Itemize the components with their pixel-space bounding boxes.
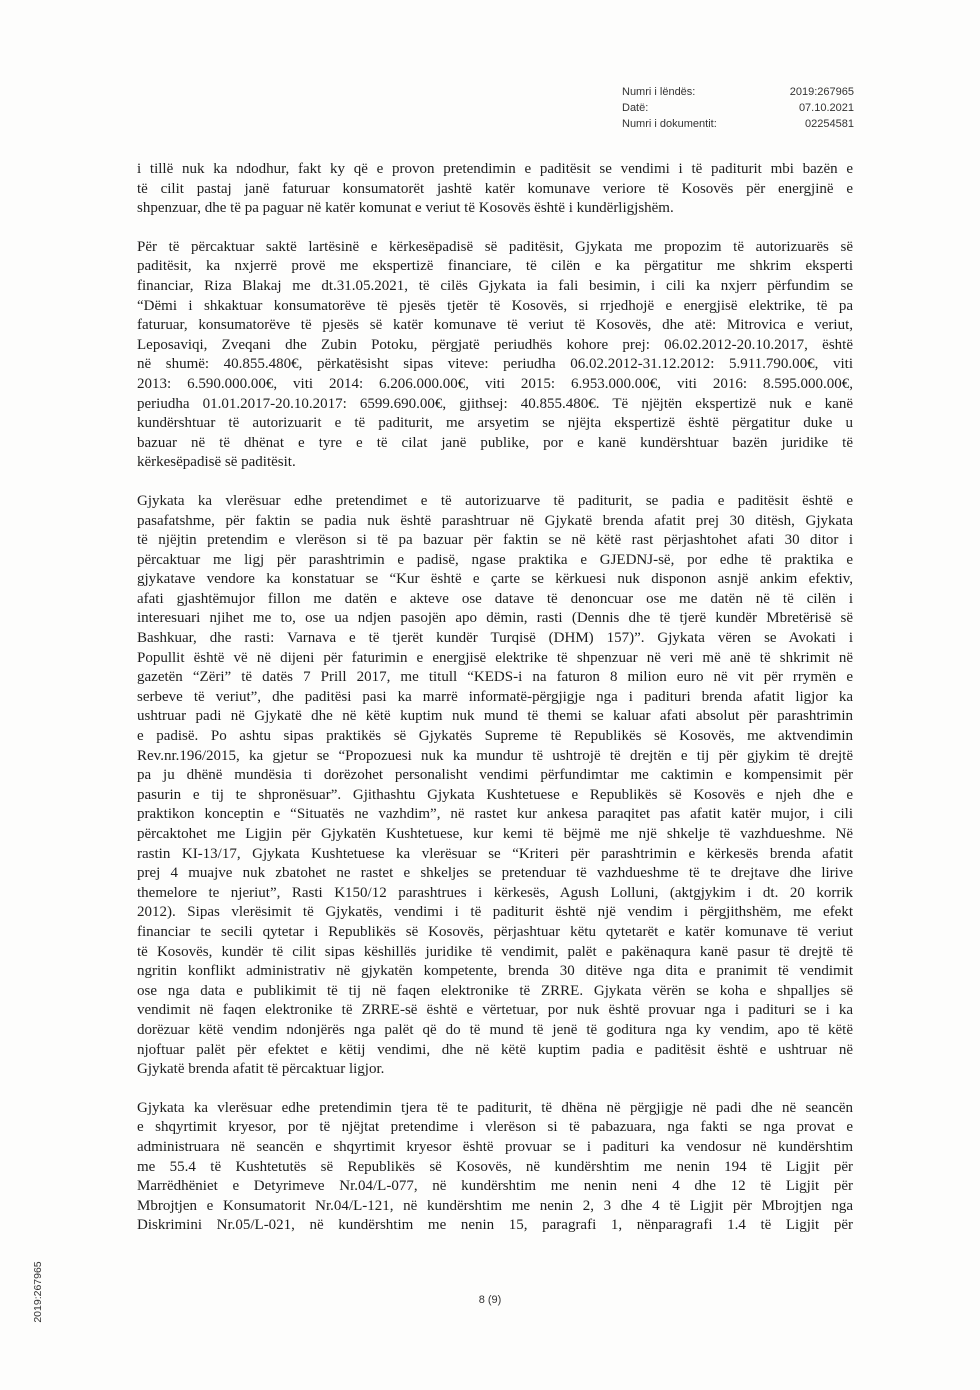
text-line: Leposaviqi, Zveqani dhe Zubin Potoku, përgjatë periudhës kohore prej: 06.02.2012-20.10.2017, është (137, 336, 853, 353)
text-line: faturuar, konsumatorëve të pjesës së katër komunave të veriut të Kosovës, dhe atë: Mitrovica e veriut, (137, 317, 853, 334)
paragraph (137, 160, 853, 219)
paragraph (137, 1099, 853, 1236)
text-line: Gjykatë brenda afatit të përcaktuar ligjor. (137, 1061, 385, 1078)
text-line: ushtruar padi në Gjykatë dhe në këtë kuptim nuk mund të themi se kaluar afati absolut për parashtrimin (137, 708, 853, 725)
text-line: shpenzuar, dhe të pa paguar në katër komunat e veriut të Kosovës është i kundërligjshëm. (137, 200, 674, 217)
document-body (137, 160, 853, 1255)
text-line: me 55.4 të Kushtetutës së Republikës së Kosovës, në kundërshtim me nenin 194 të Ligjit për (137, 1158, 853, 1175)
text-line: ngritin konflikt administrativ në gjykatën kompetente, brenda 30 ditëve nga dita e pranimit të vendimit (137, 963, 853, 980)
document-number-value: 02254581 (805, 118, 854, 130)
text-line: vendimit në faqen elektronike të ZRRE-së është e vërtetuar, por nuk është provuar nga i padituri se i ka (137, 1002, 853, 1019)
date-label: Datë: (622, 102, 649, 114)
text-line: Diskrimini Nr.05/L-021, në kundërshtim me nenin 15, paragrafi 1, nënparagrafi 1.4 të Ligjit për (137, 1217, 853, 1234)
text-line: të njëjtin pretendim e vlerëson si të pa bazuar për faktin se në këtë rast përjashtohet afati 30 ditor i (137, 532, 853, 549)
page-number: 8 (9) (478, 1294, 502, 1306)
text-line: të cilit pastaj janë faturuar konsumatorët jashtë katër komunave veriore të Kosovës për energjinë e (137, 180, 853, 197)
margin-case-number: 2019:267965 (32, 1261, 44, 1323)
text-line: i tillë nuk ka ndodhur, fakt ky që e provon pretendimin e paditësit se vendimi i të paditurit mbi bazën e (137, 161, 853, 177)
paragraph (137, 492, 853, 1080)
document-meta (622, 84, 854, 132)
text-line: financiar te secili qytetar i Republikës së Kosovës, përjashtuar këtu qytetarët e katër komunave të veriut (137, 923, 853, 940)
case-number-label: Numri i lëndës: (622, 86, 696, 98)
text-line: të Kosovës, kundër të cilit sipas këshillës juridike të vendimit, palët e pakënaqura kanë pasur të drejtë të (137, 943, 853, 960)
text-line: pasurin e tij te shpronësuar”. Gjithashtu Gjykata Kushtetuese e Republikës së Kosovës e njeh dhe e (137, 786, 853, 803)
paragraph (137, 238, 853, 473)
text-line: ose nga data e publikimit të tij në faqen elektronike të ZRRE. Gjykata vërën se koha e shpalljes së (137, 982, 853, 999)
text-line: themelore te njeriut”, Rasti K150/12 parashtrues i kërkesës, Agush Lolluni, (aktgjykim i dt. 20 korrik (137, 884, 853, 901)
text-line: serbeve të veriut”, dhe paditësi pasi ka marrë informatë-përgjigje nga i padituri brenda afatit ligjor ka (137, 688, 853, 705)
case-number-value: 2019:267965 (789, 86, 854, 98)
text-line: e shqyrtimit kryesor, por të njëjtat pretendime i vlerëson si të pabazuara, nga fakti se nga provat e (137, 1119, 853, 1136)
text-line: 2012). Sipas vlerësimit të Gjykatës, vendimi i të paditurit është një vendim i përgjithshëm, me efekt (137, 904, 853, 921)
text-line: praktikon konceptin e “Situatës ne vazhdim”, në rastet kur ankesa paraqitet pas afatit katër mujor, i cili (137, 806, 853, 823)
text-line: gjykatave vendore ka konstatuar se “Kur është e çarte se kërkuesi nuk disponon asnjë ankim efektiv, (137, 571, 853, 588)
text-line: kërkesëpadisë së paditësit. (137, 454, 296, 471)
text-line: financiar, Riza Blakaj me dt.31.05.2021, të cilës Gjykata ia fali besimin, i cili ka nxjerr përfundim se (137, 277, 853, 294)
text-line: pasafatshme, për faktin se padia nuk është parashtruar në Gjykatë brenda afatit prej 30 ditësh, Gjykata (137, 512, 853, 529)
text-line: përcaktohet me Ligjin për Gjykatën Kushtetuese, kur kemi të bëjmë me një shkelje të vazhdueshme. Në (137, 826, 853, 842)
text-line: dorëzuar këtë vendim ndonjërës nga palët që do të mund të jenë të goditura nga ky vendim, apo të këtë (137, 1021, 853, 1038)
text-line: e padisë. Po ashtu sipas praktikës së Gjykatës Supreme të Republikës së Kosovës, me aktvendimin (137, 728, 853, 745)
text-line: paditësit, ka nxjerrë provë me ekspertizë financiare, të cilën e ka përgatitur me shkrim eksperti (137, 258, 853, 275)
text-line: 2013: 6.590.000.00€, viti 2014: 6.206.000.00€, viti 2015: 6.953.000.00€, viti 2016: 8.595.000.00€, (137, 375, 853, 392)
text-line: pa ju dhënë mundësia ti dorëzohet personalisht vendimi përfundimtar me caktimin e kompensimit për (137, 767, 853, 784)
document-number-label: Numri i dokumentit: (622, 118, 717, 130)
text-line: në shumë: 40.855.480€, përkatësisht sipas viteve: periudha 06.02.2012-31.12.2012: 5.911.790.00€, viti (137, 356, 853, 373)
text-line: Gjykata ka vlerësuar edhe pretendimet e të autorizuarve të paditurit, se padia e paditësit është e (137, 492, 853, 509)
text-line: afati gjashtëmujor fillon me datën e akteve ose datave të denoncuar ose me datën në të cilën i (137, 590, 853, 607)
text-line: “Dëmi i shkaktuar konsumatorëve të pjesës tjetër të Kosovës, si rrjedhojë e energjisë elektrike, të pa (137, 297, 853, 314)
text-line: Për të përcaktuar saktë lartësinë e kërkesëpadisë së paditësit, Gjykata me propozim të autorizuarës së (137, 238, 853, 255)
text-line: kundërshtuar të autorizuarit e të paditurit, me arsyetim se njëjta ekspertizë është përgatitur duke u (137, 415, 853, 432)
text-line: administruara në seancën e shqyrtimit kryesor është provuar se i padituri ka vendosur në kundërshtim (137, 1138, 853, 1155)
text-line: periudha 01.01.2017-20.10.2017: 6599.690.00€, gjithsej: 40.855.480€. Të njëjtën ekspertizë nuk e kanë (137, 395, 853, 412)
text-line: prej 4 muajve nuk zbatohet ne rastet e shkeljes se pretenduar të vazhdueshme të te drejtave dhe lirive (137, 865, 853, 882)
text-line: Marrëdhëniet e Detyrimeve Nr.04/L-077, në kundërshtim me nenin neni 4 dhe 12 të Ligjit për (137, 1178, 853, 1195)
text-line: Mbrojtjen e Konsumatorit Nr.04/L-121, në kundërshtim me nenin 2, 3 dhe 4 të Ligjit për Mbrojtjen nga (137, 1197, 853, 1214)
text-line: Gjykata ka vlerësuar edhe pretendimin tjera të te paditurit, të dhëna në përgjigje në padi dhe në seancën (137, 1099, 853, 1116)
date-value: 07.10.2021 (798, 102, 854, 114)
document-number-row (622, 116, 854, 132)
text-line: Rev.nr.196/2015, ka gjetur se “Propozuesi nuk ka mundur të ushtrojë të drejtën e tij për gjykim të drejtë (137, 747, 853, 764)
text-line: Bashkuar, dhe rasti: Varnava e të tjerët kundër Turqisë (DHM) 157)”. Gjykata vëren se Avokati i (137, 630, 853, 647)
text-line: rastin KI-13/17, Gjykata Kushtetuese ka vlerësuar se “Kriteri për parashtrimin e kërkesës brenda afatit (137, 845, 853, 862)
text-line: interesuari njihet me to, ose ua ndjen pasojën apo dëmin, rasti (Dennis dhe të tjerë kundër Mbretërisë së (137, 610, 853, 627)
text-line: gazetën “Zëri” të datës 7 Prill 2017, me titull “KEDS-i na faturon 8 milion euro në vit për rrymën e (137, 669, 853, 686)
date-row (622, 100, 854, 116)
text-line: njoftuar palët për efektet e këtij vendimi, dhe në këtë kuptim padia e paditësit është e ushtruar në (137, 1041, 853, 1058)
text-line: përcaktuar me ligj për parashtrimin e padisë, ngase praktika e GJEDNJ-së, por edhe të praktika e (137, 551, 853, 568)
text-line: bazuar në të dhënat e tyre e të cilat janë publike, por e kanë kundërshtuar bazën juridike të (137, 434, 853, 451)
text-line: Popullit është vë në dijeni për faturimin e energjisë elektrike të shpenzuar në veri më anë të shkrimit në (137, 649, 853, 666)
case-number-row (622, 84, 854, 100)
